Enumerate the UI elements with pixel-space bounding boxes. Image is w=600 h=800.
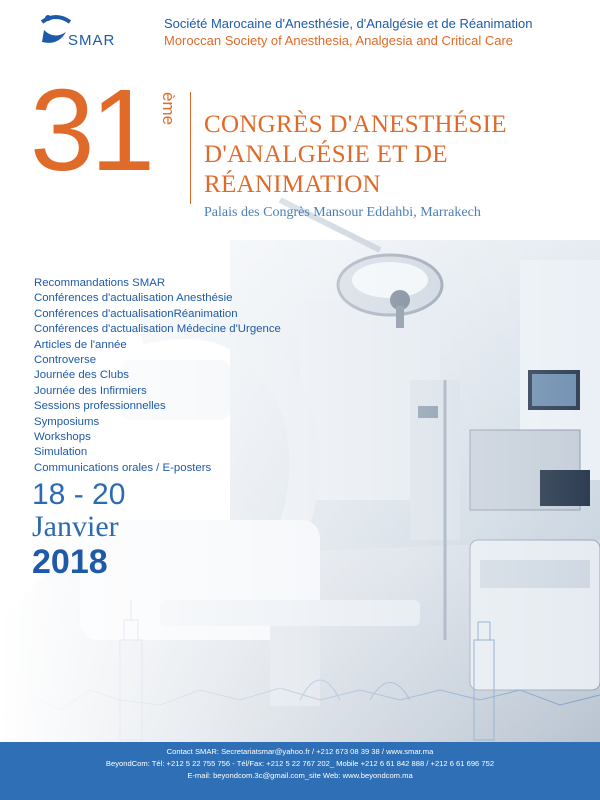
title-line-2: D'ANALGÉSIE ET DE [204, 141, 448, 168]
edition-suffix-text: ème [159, 92, 178, 126]
event-month: Janvier [32, 510, 119, 543]
program-item: Simulation [34, 446, 88, 459]
event-year: 2018 [32, 543, 108, 581]
program-item: Journée des Infirmiers [34, 384, 147, 397]
logo-text: SMAR [68, 32, 116, 49]
footer-line-2: BeyondCom: Tél: +212 5 22 755 756 - Tél/Fax: +212 5 22 767 202_ Mobile +212 6 61 842 888 / +212 6 61 696 752 [105, 759, 495, 768]
program-item: Journée des Clubs [34, 369, 129, 382]
society-name-en: Moroccan Society of Anesthesia, Analgesia and Critical Care [164, 33, 514, 48]
society-name-fr: Société Marocaine d'Anesthésie, d'Analgésie et de Réanimation [164, 16, 533, 31]
contact-footer [0, 742, 600, 800]
program-item: Sessions professionnelles [34, 400, 166, 413]
congress-title [204, 110, 507, 200]
program-item: Conférences d'actualisation Anesthésie [34, 292, 233, 305]
edition-suffix [158, 92, 180, 172]
title-divider [190, 92, 191, 204]
title-line-3: RÉANIMATION [204, 171, 381, 198]
venue: Palais des Congrès Mansour Eddahbi, Marrakech [204, 205, 481, 220]
program-item: Conférences d'actualisationRéanimation [34, 307, 238, 320]
event-days: 18 - 20 [32, 478, 126, 511]
program-item: Controverse [34, 354, 97, 367]
event-dates [32, 478, 125, 582]
program-item: Conférences d'actualisation Médecine d'Urgence [34, 323, 281, 336]
title-line-1: CONGRÈS D'ANESTHÉSIE [204, 111, 507, 138]
footer-line-1: Contact SMAR: Secretariatsmar@yahoo.fr / +212 673 08 39 38 / www.smar.ma [166, 747, 434, 756]
program-item: Symposiums [34, 415, 100, 428]
program-item: Recommandations SMAR [34, 277, 166, 289]
program-list [34, 276, 281, 476]
program-item: Communications orales / E-posters [34, 461, 212, 474]
program-item: Workshops [34, 431, 91, 444]
edition-number: 31 [30, 65, 152, 195]
program-item: Articles de l'année [34, 338, 127, 351]
smar-logo [36, 12, 156, 50]
footer-line-3: E-mail: beyondcom.3c@gmail.com_site Web: www.beyondcom.ma [187, 771, 413, 780]
